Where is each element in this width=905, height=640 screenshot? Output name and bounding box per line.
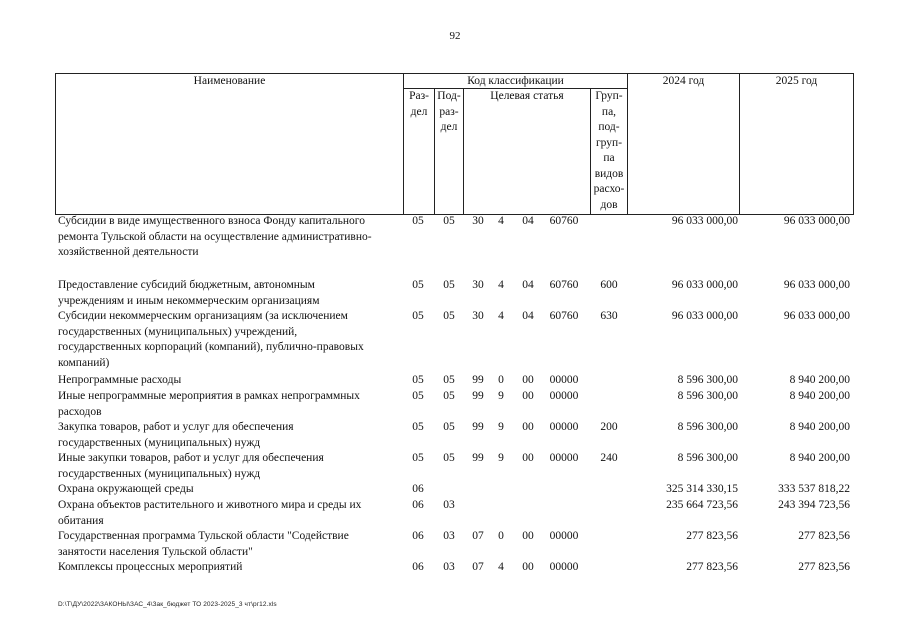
header-expense-group: Груп- па, под- груп- па видов расхо- дов <box>591 89 628 215</box>
cell-target-program: 99 <box>472 374 484 386</box>
cell-podrazdel: 03 <box>443 499 455 511</box>
cell-target-subprogram: 04 <box>522 279 534 291</box>
header-podrazdel: Под- раз- дел <box>435 89 464 215</box>
row-name-line: Охрана объектов растительного и животного мира и среды их <box>58 499 362 511</box>
row-name-line: Закупка товаров, работ и услуг для обеспечения <box>58 421 294 433</box>
row-name-line: государственных корпораций (компаний), публично-правовых <box>58 341 364 354</box>
cell-amount-2024: 8 596 300,00 <box>677 452 738 464</box>
cell-amount-2025: 277 823,56 <box>798 561 850 573</box>
row-name-line: государственных (муниципальных) нужд <box>58 467 261 480</box>
header-razdel: Раз- дел <box>404 89 435 215</box>
row-name-line: ремонта Тульской области на осуществление административно- <box>58 230 372 243</box>
cell-target-subprogram: 00 <box>522 421 534 433</box>
row-name-line: хозяйственной деятельности <box>58 246 199 259</box>
cell-target-type: 4 <box>498 310 504 322</box>
cell-target-subprogram: 04 <box>522 310 534 322</box>
cell-target-subprogram: 00 <box>522 374 534 386</box>
cell-podrazdel: 05 <box>443 215 455 227</box>
cell-target-program: 07 <box>472 561 484 573</box>
cell-target-type: 9 <box>498 390 504 402</box>
row-name-line: Субсидии в виде имущественного взноса Фонду капитального <box>58 215 365 227</box>
cell-amount-2024: 8 596 300,00 <box>677 374 738 386</box>
cell-target-type: 9 <box>498 421 504 433</box>
row-name <box>58 498 398 529</box>
cell-expense-type: 240 <box>600 452 618 464</box>
cell-target-direction: 60760 <box>549 215 579 227</box>
cell-target-program: 07 <box>472 530 484 542</box>
cell-razdel: 05 <box>412 374 424 386</box>
cell-amount-2024: 8 596 300,00 <box>677 390 738 402</box>
cell-razdel: 05 <box>412 310 424 322</box>
cell-podrazdel: 03 <box>443 530 455 542</box>
cell-amount-2025: 8 940 200,00 <box>789 452 850 464</box>
cell-target-type: 0 <box>498 374 504 386</box>
cell-target-direction: 00000 <box>549 561 579 573</box>
cell-amount-2024: 277 823,56 <box>686 530 738 542</box>
cell-target-direction: 00000 <box>549 421 579 433</box>
row-name-line: Охрана окружающей среды <box>58 483 194 495</box>
header-year-2025: 2025 год <box>740 74 854 215</box>
cell-target-type: 9 <box>498 452 504 464</box>
cell-amount-2025: 8 940 200,00 <box>789 390 850 402</box>
row-name <box>58 451 398 482</box>
header-target-article: Целевая статья <box>464 89 591 215</box>
cell-target-type: 4 <box>498 279 504 291</box>
cell-target-subprogram: 00 <box>522 530 534 542</box>
row-name <box>58 560 398 576</box>
row-name-line: Непрограммные расходы <box>58 374 182 386</box>
row-name <box>58 309 398 372</box>
cell-target-direction: 00000 <box>549 452 579 464</box>
row-name <box>58 482 398 498</box>
header-name: Наименование <box>56 74 404 215</box>
page-number: 92 <box>449 30 461 42</box>
cell-razdel: 06 <box>412 561 424 573</box>
cell-amount-2025: 243 394 723,56 <box>778 499 850 511</box>
cell-amount-2025: 333 537 818,22 <box>778 483 850 495</box>
cell-podrazdel: 05 <box>443 421 455 433</box>
cell-target-program: 30 <box>472 310 484 322</box>
row-name <box>58 389 398 420</box>
row-name-line: Предоставление субсидий бюджетным, автономным <box>58 279 315 291</box>
cell-amount-2024: 96 033 000,00 <box>671 215 738 227</box>
row-name-line: занятости населения Тульской области" <box>58 545 253 558</box>
cell-razdel: 05 <box>412 215 424 227</box>
file-path: D:\Т\ДУ\2022\ЗАКОНЫ\ЗАС_4\Зак_бюджет ТО 2023-2025_3 чт\рг12.xls <box>58 601 277 608</box>
cell-amount-2025: 277 823,56 <box>798 530 850 542</box>
cell-amount-2024: 235 664 723,56 <box>666 499 738 511</box>
cell-amount-2024: 277 823,56 <box>686 561 738 573</box>
cell-amount-2024: 325 314 330,15 <box>666 483 738 495</box>
cell-target-subprogram: 00 <box>522 452 534 464</box>
row-name <box>58 214 398 261</box>
cell-target-type: 4 <box>498 561 504 573</box>
row-name-line: Государственная программа Тульской области "Содействие <box>58 530 349 542</box>
cell-target-direction: 00000 <box>549 374 579 386</box>
cell-target-program: 99 <box>472 421 484 433</box>
cell-expense-type: 630 <box>600 310 618 322</box>
cell-razdel: 06 <box>412 530 424 542</box>
cell-amount-2024: 8 596 300,00 <box>677 421 738 433</box>
cell-target-program: 30 <box>472 215 484 227</box>
row-name <box>58 373 398 389</box>
cell-podrazdel: 03 <box>443 561 455 573</box>
row-name <box>58 278 398 309</box>
cell-amount-2025: 96 033 000,00 <box>783 279 850 291</box>
row-name-line: Комплексы процессных мероприятий <box>58 561 243 573</box>
cell-target-type: 0 <box>498 530 504 542</box>
cell-razdel: 05 <box>412 421 424 433</box>
cell-podrazdel: 05 <box>443 374 455 386</box>
cell-target-direction: 00000 <box>549 530 579 542</box>
row-name-line: компаний) <box>58 357 110 370</box>
cell-amount-2025: 8 940 200,00 <box>789 421 850 433</box>
cell-amount-2024: 96 033 000,00 <box>671 310 738 322</box>
row-name-line: Субсидии некоммерческим организациям (за исключением <box>58 310 348 322</box>
cell-razdel: 06 <box>412 499 424 511</box>
header-code-group: Код классификации <box>404 74 628 89</box>
row-name-line: государственных (муниципальных) учреждений, <box>58 325 298 338</box>
row-name-line: государственных (муниципальных) нужд <box>58 436 261 449</box>
cell-amount-2025: 8 940 200,00 <box>789 374 850 386</box>
cell-razdel: 05 <box>412 279 424 291</box>
cell-target-direction: 60760 <box>549 310 579 322</box>
row-name-line: учреждениям и иным некоммерческим организациям <box>58 294 320 307</box>
cell-target-subprogram: 04 <box>522 215 534 227</box>
cell-razdel: 06 <box>412 483 424 495</box>
header-year-2024: 2024 год <box>628 74 740 215</box>
table-header <box>55 73 854 215</box>
cell-expense-type: 600 <box>600 279 618 291</box>
cell-target-subprogram: 00 <box>522 390 534 402</box>
row-name <box>58 420 398 451</box>
cell-razdel: 05 <box>412 452 424 464</box>
cell-target-direction: 60760 <box>549 279 579 291</box>
cell-target-direction: 00000 <box>549 390 579 402</box>
cell-razdel: 05 <box>412 390 424 402</box>
cell-expense-type: 200 <box>600 421 618 433</box>
row-name-line: расходов <box>58 405 102 418</box>
row-name-line: Иные закупки товаров, работ и услуг для обеспечения <box>58 452 324 464</box>
row-name <box>58 529 398 560</box>
cell-target-program: 30 <box>472 279 484 291</box>
cell-amount-2024: 96 033 000,00 <box>671 279 738 291</box>
cell-podrazdel: 05 <box>443 452 455 464</box>
cell-podrazdel: 05 <box>443 390 455 402</box>
cell-target-program: 99 <box>472 452 484 464</box>
cell-target-type: 4 <box>498 215 504 227</box>
cell-podrazdel: 05 <box>443 279 455 291</box>
row-name-line: Иные непрограммные мероприятия в рамках непрограммных <box>58 390 360 402</box>
row-name-line: обитания <box>58 514 104 527</box>
cell-podrazdel: 05 <box>443 310 455 322</box>
cell-amount-2025: 96 033 000,00 <box>783 310 850 322</box>
cell-amount-2025: 96 033 000,00 <box>783 215 850 227</box>
cell-target-subprogram: 00 <box>522 561 534 573</box>
cell-target-program: 99 <box>472 390 484 402</box>
